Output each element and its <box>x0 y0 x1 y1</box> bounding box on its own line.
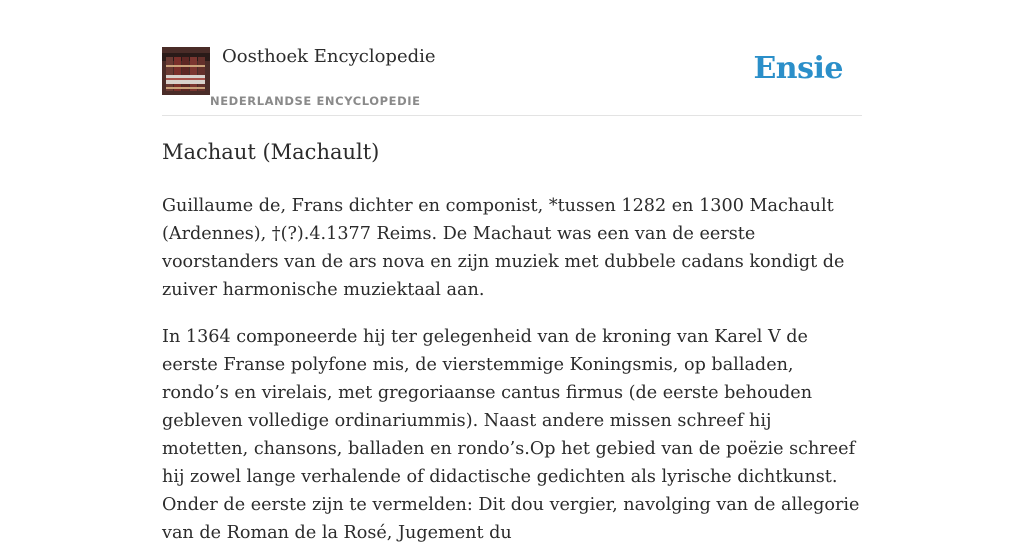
site-title[interactable]: Oosthoek Encyclopedie <box>222 46 436 67</box>
site-logo-avatar[interactable] <box>162 47 210 95</box>
brand-logo[interactable]: Ensie <box>753 51 843 86</box>
article-paragraph: Guillaume de, Frans dichter en componist, *tussen 1282 en 1300 Machault (Ardennes), †(?).4.1377 Reims. De Machaut was een van de eerste voorstanders van de ars nova en zijn muziek met dubbele cadans kondigt de zuiver harmonische muziektaal aan. <box>162 196 845 300</box>
encyclopedia-books-icon <box>162 47 210 95</box>
page-wrapper <box>162 0 862 543</box>
site-header <box>162 0 862 116</box>
site-subtitle: NEDERLANDSE ENCYCLOPEDIE <box>210 94 421 108</box>
article-paragraph: In 1364 componeerde hij ter gelegenheid van de kroning van Karel V de eerste Franse polyfone mis, de vierstemmige Koningsmis, op balladen, rondo’s en virelais, met gregoriaanse cantus firmus (de eerste behouden gebleven volledige ordinariummis). Naast andere missen schreef hij motetten, chansons, balladen en rondo’s.Op het gebied van de poëzie schreef hij zowel lange verhalende of didactische gedichten als lyrische dichtkunst. Onder de eerste zijn te vermelden: Dit dou vergier, navolging van de allegorie van de Roman de la Rosé, Jugement du <box>162 327 860 543</box>
article-title: Machaut (Machault) <box>162 140 380 164</box>
